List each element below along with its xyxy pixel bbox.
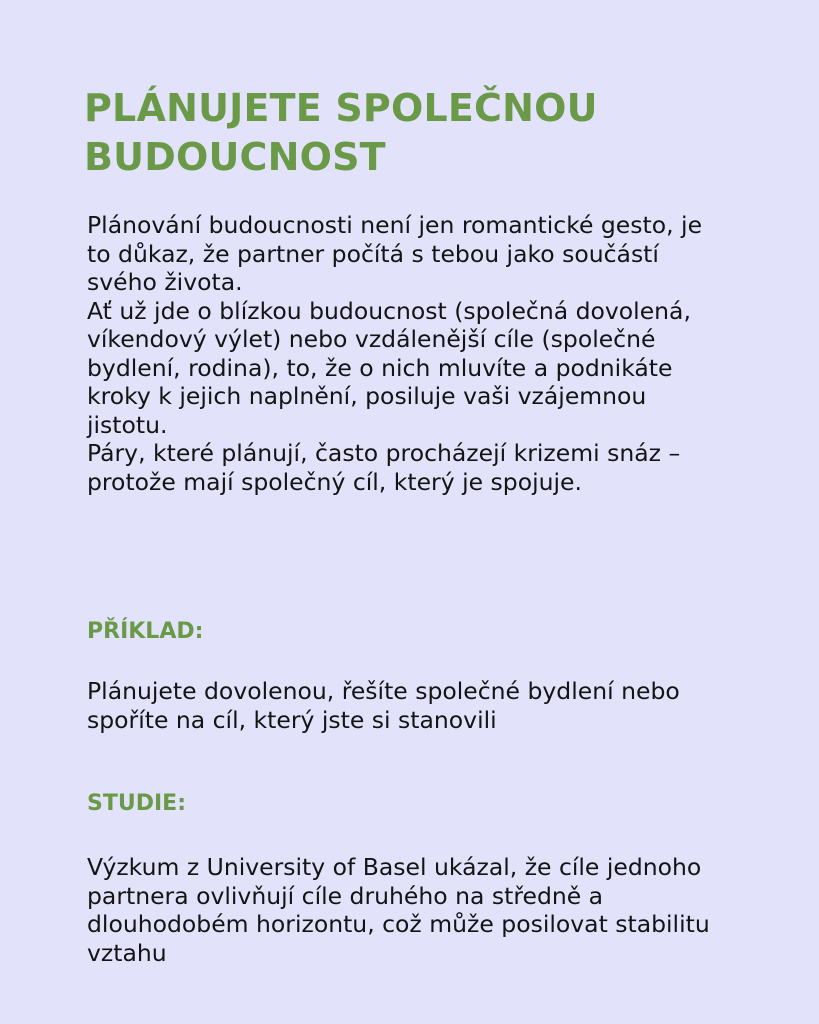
study-heading: STUDIE: bbox=[87, 791, 186, 816]
intro-text bbox=[87, 211, 727, 496]
example-text bbox=[87, 677, 727, 734]
study-paragraph: Výzkum z University of Basel ukázal, že cíle jednoho partnera ovlivňují cíle druhého na středně a dlouhodobém horizontu, což může posilovat stabilitu vztahu bbox=[87, 853, 710, 967]
study-text bbox=[87, 853, 727, 967]
page-title bbox=[84, 84, 764, 182]
intro-paragraph: Plánování budoucnosti není jen romantické gesto, je to důkaz, že partner počítá s tebou jako součástí svého života. bbox=[87, 211, 703, 296]
intro-paragraph: Ať už jde o blízkou budoucnost (společná dovolená, víkendový výlet) nebo vzdálenější cíle (společné bydlení, rodina), to, že o nich mluvíte a podnikáte kroky k jejich naplnění, posiluje vaši vzájemnou jistotu. bbox=[87, 296, 691, 439]
example-paragraph: Plánujete dovolenou, řešíte společné bydlení nebo spoříte na cíl, který jste si stanovili bbox=[87, 677, 680, 734]
page-title-line-2: BUDOUCNOST bbox=[84, 135, 386, 179]
page-title-line-1: PLÁNUJETE SPOLEČNOU bbox=[84, 86, 598, 130]
example-heading: PŘÍKLAD: bbox=[87, 619, 204, 644]
intro-paragraph: Páry, které plánují, často procházejí krizemi snáz – protože mají společný cíl, který je spojuje. bbox=[87, 439, 681, 496]
